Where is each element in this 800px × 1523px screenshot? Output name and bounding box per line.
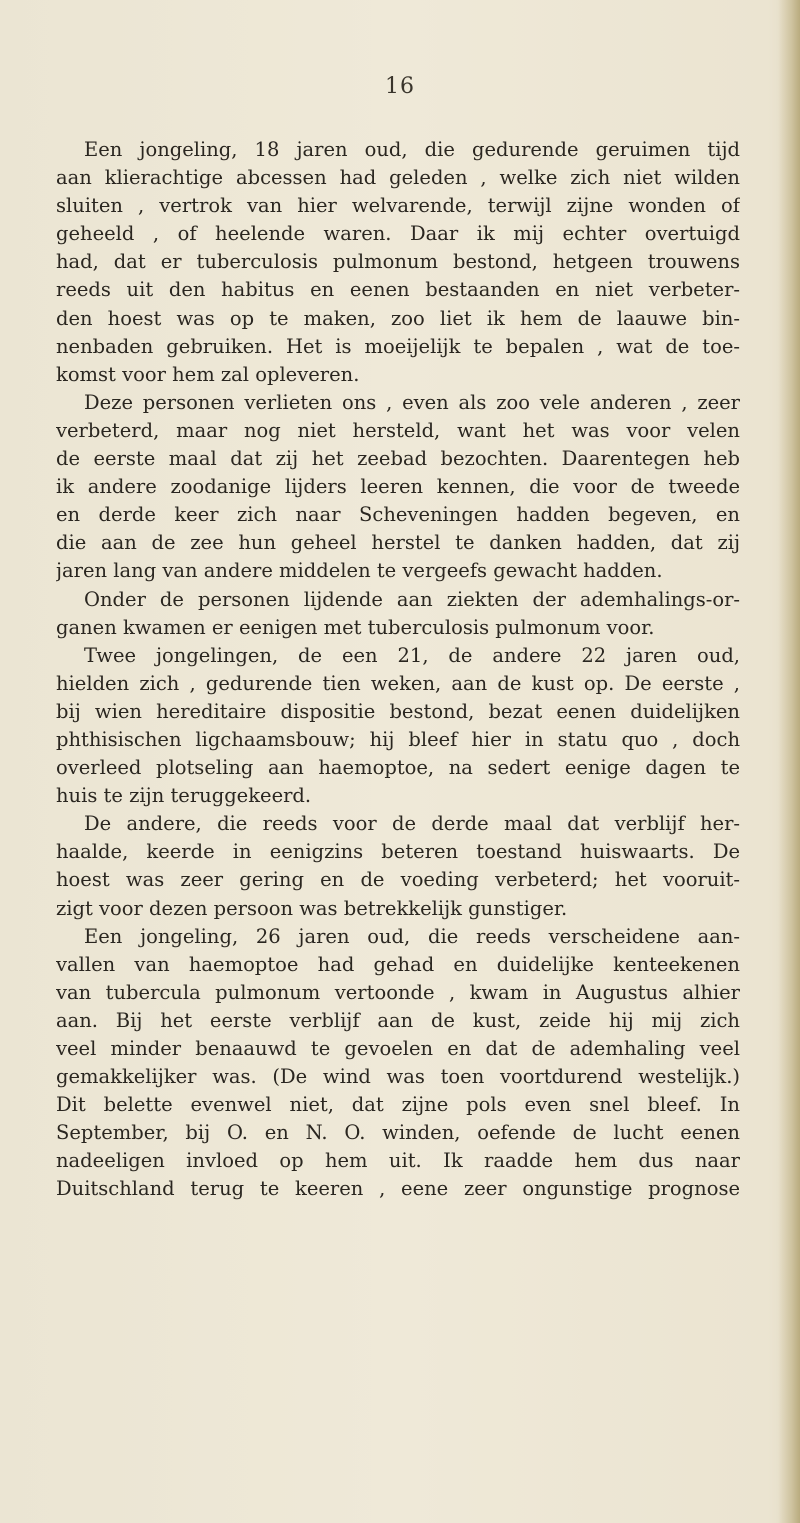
text-line: geheeld , of heelende waren. Daar ik mij echter overtuigd [56,222,740,246]
text-line: Twee jongelingen, de een 21, de andere 22 jaren oud, [84,643,740,667]
text-line: hielden zich , gedurende tien weken, aan de kust op. De eerste , [56,671,740,695]
page-edge-shadow [778,0,800,1523]
text-line: De andere, die reeds voor de derde maal dat verblijf her- [84,812,740,836]
text-line: September, bij O. en N. O. winden, oefende de lucht eenen [56,1121,740,1145]
text-line: en derde keer zich naar Scheveningen hadden begeven, en [56,503,740,527]
text-line: zigt voor dezen persoon was betrekkelijk gunstiger. [56,896,568,920]
text-line: Een jongeling, 18 jaren oud, die gedurende geruimen tijd [84,138,740,161]
text-line: die aan de zee hun geheel herstel te danken hadden, dat zij [56,531,740,555]
text-line: de eerste maal dat zij het zeebad bezochten. Daarentegen heb [56,447,740,471]
text-line: nadeeligen invloed op hem uit. Ik raadde hem dus naar [56,1149,740,1173]
text-line: aan. Bij het eerste verblijf aan de kust, zeide hij mij zich [56,1008,740,1032]
text-line: Een jongeling, 26 jaren oud, die reeds verscheidene aan- [84,924,740,948]
text-line: verbeterd, maar nog niet hersteld, want het was voor velen [56,418,740,442]
text-line: van tubercula pulmonum vertoonde , kwam in Augustus alhier [56,980,740,1004]
text-line: phthisischen ligchaamsbouw; hij bleef hier in statu quo , doch [56,727,740,751]
text-line: reeds uit den habitus en eenen bestaanden en niet verbeter- [56,278,740,302]
text-line: Duitschland terug te keeren , eene zeer ongunstige prognose [56,1177,740,1201]
text-line: bij wien hereditaire dispositie bestond, bezat eenen duidelijken [56,699,740,723]
text-line: komst voor hem zal opleveren. [56,362,360,386]
text-line: vallen van haemoptoe had gehad en duidelijke kenteekenen [56,952,740,976]
text-line: Deze personen verlieten ons , even als zoo vele anderen , zeer [84,390,740,414]
text-line: jaren lang van andere middelen te vergeefs gewacht hadden. [56,559,663,583]
text-line: huis te zijn teruggekeerd. [56,784,312,808]
text-line: Onder de personen lijdende aan ziekten der ademhalings-or- [84,587,740,611]
text-line: had, dat er tuberculosis pulmonum bestond, hetgeen trouwens [56,250,740,274]
text-line: sluiten , vertrok van hier welvarende, terwijl zijne wonden of [56,194,740,218]
text-line: den hoest was op te maken, zoo liet ik hem de laauwe bin- [56,306,740,330]
text-line: ik andere zoodanige lijders leeren kennen, die voor de tweede [56,475,740,499]
text-line: aan klierachtige abcessen had geleden , welke zich niet wilden [56,166,740,190]
text-line: Dit belette evenwel niet, dat zijne pols even snel bleef. In [56,1093,740,1117]
body-text [56,136,740,1204]
text-line: gemakkelijker was. (De wind was toen voortdurend westelijk.) [56,1065,740,1089]
text-line: nenbaden gebruiken. Het is moeijelijk te bepalen , wat de toe- [56,334,740,358]
text-line: veel minder benaauwd te gevoelen en dat de ademhaling veel [56,1037,740,1060]
text-line: hoest was zeer gering en de voeding verbeterd; het vooruit- [56,868,740,892]
text-line: ganen kwamen er eenigen met tuberculosis pulmonum voor. [56,615,655,639]
page-number: 16 [385,74,415,99]
text-line: overleed plotseling aan haemoptoe, na sedert eenige dagen te [56,756,740,780]
text-line: haalde, keerde in eenigzins beteren toestand huiswaarts. De [56,840,740,864]
